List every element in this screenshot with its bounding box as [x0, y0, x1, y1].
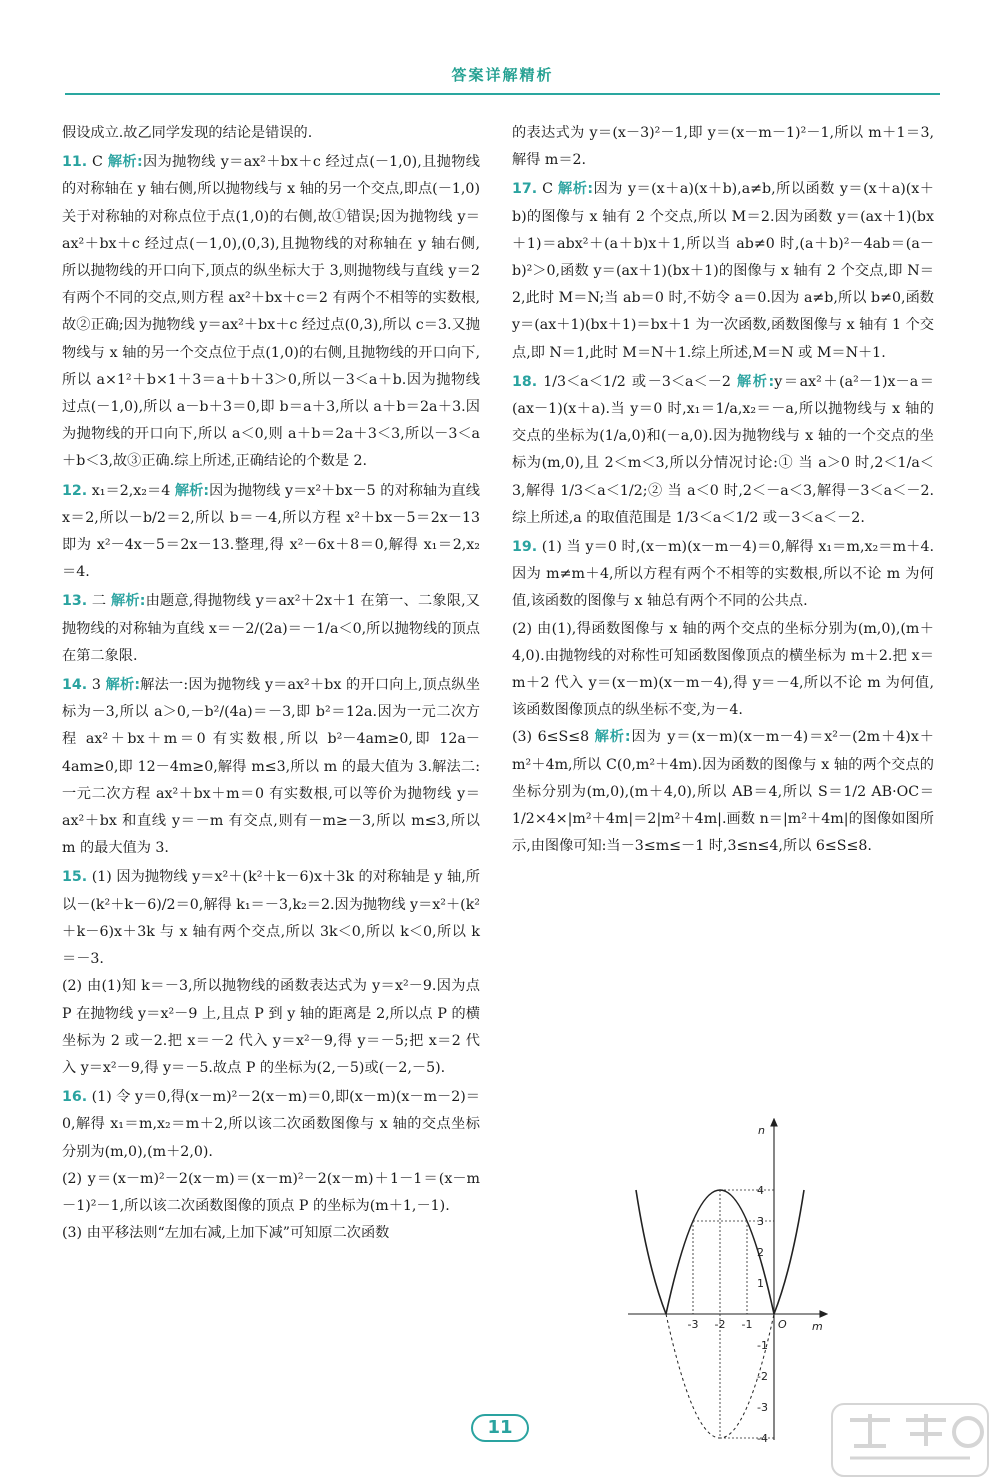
q17-answer: C: [542, 181, 554, 198]
q14: [62, 672, 480, 862]
q18-num: 18.: [512, 373, 538, 390]
left-column: [62, 120, 480, 1247]
q11-num: 11.: [62, 154, 88, 171]
q14-text: 解法一:因为抛物线 y＝ax²＋bx 的开口向上,顶点纵坐标为－3,所以 a＞0,－b²/(4a)＝－3,即 b²＝12a.因为一元二次方程 ax²＋bx＋m＝0 有实数根,所以 b²－4am≥0,即 12a－4am≥0,即 12－4m≥0,解得 m≤3,所以 m 的最大值为 3.解法二:一元二次方程 ax²＋bx＋m＝0 有实数根,可以等价为抛物线 y＝ax²＋bx 和直线 y＝－m 有交点,则有－m≥－3,所以 m≤3,所以 m 的最大值为 3.: [62, 677, 481, 857]
q18-answer: 1/3＜a＜1/2 或－3＜a＜－2: [543, 373, 731, 390]
q15-part2: (2) 由(1)知 k＝－3,所以抛物线的函数表达式为 y＝x²－9.因为点 P 在抛物线 y＝x²－9 上,且点 P 到 y 轴的距离是 2,所以点 P 的横坐标为 2 或－2.把 x＝－2 代入 y＝x²－9,得 y＝－5;把 x＝2 代入 y＝x²－9,得 y＝－5.故点 P 的坐标为(2,－5)或(－2,－5).: [62, 978, 480, 1076]
q14-label: 解析:: [105, 677, 141, 694]
xtick-neg1: -1: [741, 1318, 753, 1331]
header-rule: [65, 93, 940, 95]
q19-part1: [512, 534, 934, 616]
q19-num: 19.: [512, 539, 538, 556]
q13-text: 由题意,得抛物线 y＝ax²＋2x＋1 在第一、二象限,又抛物线的对称轴为直线 x＝－2/(2a)＝－1/a＜0,所以抛物线的顶点在第二象限.: [62, 593, 480, 664]
q17: [512, 176, 934, 366]
q12-text: 因为抛物线 y＝x²＋bx－5 的对称轴为直线 x＝2,所以－b/2＝2,所以 b＝－4,所以方程 x²＋bx－5＝2x－13 即为 x²－4x－5＝2x－13.整理,得 x²－6x＋8＝0,解得 x₁＝2,x₂＝4.: [62, 482, 480, 581]
ytick-neg3: -3: [757, 1401, 768, 1414]
q15-part1: [62, 864, 480, 973]
ytick-2: 2: [757, 1246, 764, 1259]
right-column: [512, 120, 934, 860]
q18-label: 解析:: [737, 373, 775, 390]
q11-text: 因为抛物线 y＝ax²＋bx＋c 经过点(－1,0),且抛物线的对称轴在 y 轴右侧,所以抛物线与 x 轴的另一个交点,即点(－1,0)关于对称轴的对称点位于点(1,0)的右侧,故①错误;因为抛物线 y＝ax²＋bx＋c 经过点(－1,0),(0,3),且抛物线的对称轴在 y 轴右侧,所以抛物线的开口向下,顶点的纵坐标大于 3,则抛物线与直线 y＝2 有两个不同的交点,则方程 ax²＋bx＋c＝2 有两个不相等的实数根,故②正确;因为抛物线 y＝ax²＋bx＋c 经过点(0,3),所以 c＝3.又抛物线与 x 轴的另一个交点位于点(1,0)的右侧,且抛物线的开口向下,所以 a×1²＋b×1＋3＝a＋b＋3＞0,所以－3＜a＋b.因为抛物线过点(－1,0),所以 a－b＋3＝0,即 b＝a＋3,所以 a＋b＝2a＋3.因为抛物线的开口向下,所以 a＜0,则 a＋b＝2a＋3＜3,所以－3＜a＋b＜3,故③正确.综上所述,正确结论的个数是 2.: [62, 154, 480, 470]
q19-label: 解析:: [594, 729, 631, 746]
header-title: 答案详解精析: [451, 66, 554, 84]
q13-num: 13.: [62, 593, 88, 610]
q16-part1-text: (1) 令 y＝0,得(x－m)²－2(x－m)＝0,即(x－m)(x－m－2)＝0,解得 x₁＝m,x₂＝m＋2,所以该二次函数图像与 x 轴的交点坐标分别为(m,0),(m＋2,0).: [62, 1089, 480, 1160]
q16-part1: [62, 1084, 480, 1166]
ytick-1: 1: [757, 1277, 764, 1290]
q15-part1-text: (1) 因为抛物线 y＝x²＋(k²＋k－6)x＋3k 的对称轴是 y 轴,所以－(k²＋k－6)/2＝0,解得 k₁＝－3,k₂＝2.因为抛物线 y＝x²＋(k²＋k－6)x＋3k 与 x 轴有两个交点,所以 3k＜0,所以 k＜0,所以 k＝－3.: [62, 869, 480, 968]
axis-label-n: n: [758, 1124, 765, 1137]
ytick-neg1: -1: [757, 1339, 768, 1352]
q15-num: 15.: [62, 869, 88, 886]
q13-answer: 二: [91, 593, 107, 610]
q13: [62, 588, 480, 670]
n-axis-arrow: [771, 1119, 777, 1126]
q16-num: 16.: [62, 1089, 88, 1106]
q19-part2: (2) 由(1),得函数图像与 x 轴的两个交点的坐标分别为(m,0),(m＋4,0).由抛物线的对称性可知函数图像顶点的横坐标为 m＋2.把 x＝m＋2 代入 y＝(x－m)(x－m－4),得 y＝－4,所以不论 m 为何值,该函数图像顶点的纵坐标不变,为－4.: [512, 620, 934, 719]
q11: [62, 149, 480, 475]
q16-part2: (2) y＝(x－m)²－2(x－m)＝(x－m)²－2(x－m)＋1－1＝(x－m－1)²－1,所以该二次函数图像的顶点 P 的坐标为(m＋1,－1).: [62, 1170, 480, 1214]
page-header: [65, 64, 940, 95]
q17-num: 17.: [512, 181, 538, 198]
q17-label: 解析:: [558, 181, 594, 198]
q12-num: 12.: [62, 482, 88, 499]
xtick-neg3: -3: [687, 1318, 699, 1331]
q14-num: 14.: [62, 677, 88, 694]
intro-line: 假设成立.故乙同学发现的结论是错误的.: [62, 125, 313, 141]
q19-part3: [512, 724, 934, 860]
q17-text: 因为 y＝(x＋a)(x＋b),a≠b,所以函数 y＝(x＋a)(x＋b)的图像与 x 轴有 2 个交点,所以 M＝2.因为函数 y＝(ax＋1)(bx＋1)＝abx²＋(a＋b)x＋1,所以当 ab≠0 时,(a＋b)²－4ab＝(a－b)²＞0,函数 y＝(ax＋1)(bx＋1)的图像与 x 轴有 2 个交点,即 N＝2,此时 M＝N;当 ab＝0 时,不妨令 a＝0.因为 a≠b,所以 b≠0,函数 y＝(ax＋1)(bx＋1)＝bx＋1 为一次函数,函数图像与 x 轴有 1 个交点,即 N＝1,此时 M＝N＋1.综上所述,M＝N 或 M＝N＋1.: [512, 181, 934, 361]
q19-part3-answer: (3) 6≤S≤8: [512, 729, 590, 746]
ytick-3: 3: [757, 1215, 764, 1228]
axis-label-m: m: [812, 1320, 823, 1333]
ytick-neg4: -4: [757, 1432, 768, 1445]
q18: [512, 369, 934, 532]
q19-part1-text: (1) 当 y＝0 时,(x－m)(x－m－4)＝0,解得 x₁＝m,x₂＝m＋4.因为 m≠m＋4,所以方程有两个不相等的实数根,所以不论 m 为何值,该函数的图像与 x 轴总有两个不同的公共点.: [512, 539, 934, 610]
origin-label: O: [778, 1318, 787, 1331]
ytick-4: 4: [757, 1184, 764, 1197]
q11-label: 解析:: [107, 154, 143, 171]
q11-answer: C: [92, 154, 103, 171]
solid-curve-right: [774, 1190, 804, 1314]
ytick-neg2: -2: [757, 1370, 768, 1383]
q14-answer: 3: [91, 677, 101, 694]
m-axis-arrow: [820, 1311, 827, 1317]
q16-continued: 的表达式为 y＝(x－3)²－1,即 y＝(x－m－1)²－1,所以 m＋1＝3,解得 m＝2.: [512, 125, 934, 169]
watermark-logo: [830, 1400, 990, 1480]
page-number-badge: 11: [471, 1414, 528, 1442]
q16-part3: (3) 由平移法则“左加右减,上加下减”可知原二次函数: [62, 1225, 390, 1242]
solid-curve-left: [636, 1190, 666, 1314]
q12: [62, 478, 480, 587]
q12-answer: x₁＝2,x₂＝4: [91, 482, 171, 499]
page-number: [440, 1414, 560, 1442]
q12-label: 解析:: [174, 482, 210, 499]
q18-text: y＝ax²＋(a²－1)x－a＝(ax－1)(x＋a).当 y＝0 时,x₁＝1/a,x₂＝－a,所以抛物线与 x 轴的交点的坐标为(1/a,0)和(－a,0).因为抛物线与 x 轴的一个交点的坐标为(m,0),且 2＜m＜3,所以分情况讨论:① 当 a＞0 时,2＜1/a＜3,解得 1/3＜a＜1/2;② 当 a＜0 时,2＜－a＜3,解得－3＜a＜－2.综上所述,a 的取值范围是 1/3＜a＜1/2 或－3＜a＜－2.: [512, 373, 934, 526]
q13-label: 解析:: [110, 593, 146, 610]
q19-part3-text: 因为 y＝(x－m)(x－m－4)＝x²－(2m＋4)x＋m²＋4m,所以 C(0,m²＋4m).因为函数的图像与 x 轴的两个交点的坐标分别为(m,0),(m＋4,0),所以 AB＝4,所以 S＝1/2 AB·OC＝1/2×4×|m²＋4m|＝2|m²＋4m|.画数 n＝|m²＋4m|的图像如图所示,由图像可知:当－3≤m≤－1 时,3≤n≤4,所以 6≤S≤8.: [512, 729, 934, 855]
xtick-neg2: -2: [714, 1318, 726, 1331]
function-graph-figure: [628, 1118, 828, 1448]
